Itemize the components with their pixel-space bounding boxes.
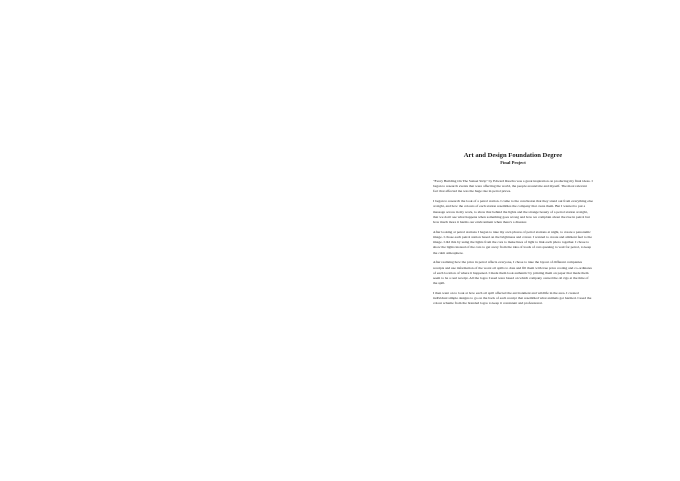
page-subtitle: Final Project bbox=[500, 160, 526, 165]
page-content bbox=[433, 152, 593, 311]
paragraph-4: After realising how the price in petrol affects everyone, I chose to take the layout of different companies receipts and use information of the worst oil spills to date and fill them with true price costing and co-ordinates of each location of where it happened. I made them look authentic by printing them on paper that made them seem to be a real receipt. All the logos I used were based on which company owned the oil rigs at the time of the spill. bbox=[433, 260, 592, 286]
right-page bbox=[340, 0, 680, 481]
paragraph-3: After looking at petrol stations I began to take my own photos of petrol stations at night, to create a panoramic image. I chose each petrol station based on the brightness and colour. I wanted to create and ambient feel to the image. I did this by using the lights from the cars to make lines of light to link each photo together. I chose to show the lights instead of the cars to get away from the idea of loads of cars queuing to wait for petrol, to keep the calm atmosphere. bbox=[433, 229, 592, 255]
paragraph-2: I began to research the look of a petrol station. I came to the conclusion that they stand out from everything else at night, and how the colours of each station resembles the company that owns them. But I wanted to put a message across in my work, to show that behind the lights and the strange beauty of a petrol station at night, that we don't see what happens when something goes wrong and how we complain about the rise in petrol but how much more it harms our environment when there's a disaster. bbox=[433, 199, 593, 225]
paragraph-5: I then went on to look at how each oil spill affected the environment and wildlife in the area. I created individual simple designs to go on the back of each receipt that resembled what animals got harmed. I used the colour scheme from the branded logos to keep it consistent and professional. bbox=[433, 291, 592, 306]
paragraph-1: "Every Building On The Sunset Strip" by Edward Ruscha was a great inspiration on producing my final ideas. I began to research events that were affecting the world, the people around me and myself. The most relevant fact that affected me was the huge rise in petrol prices. bbox=[433, 179, 593, 194]
page-title: Art and Design Foundation Degree bbox=[463, 152, 563, 159]
